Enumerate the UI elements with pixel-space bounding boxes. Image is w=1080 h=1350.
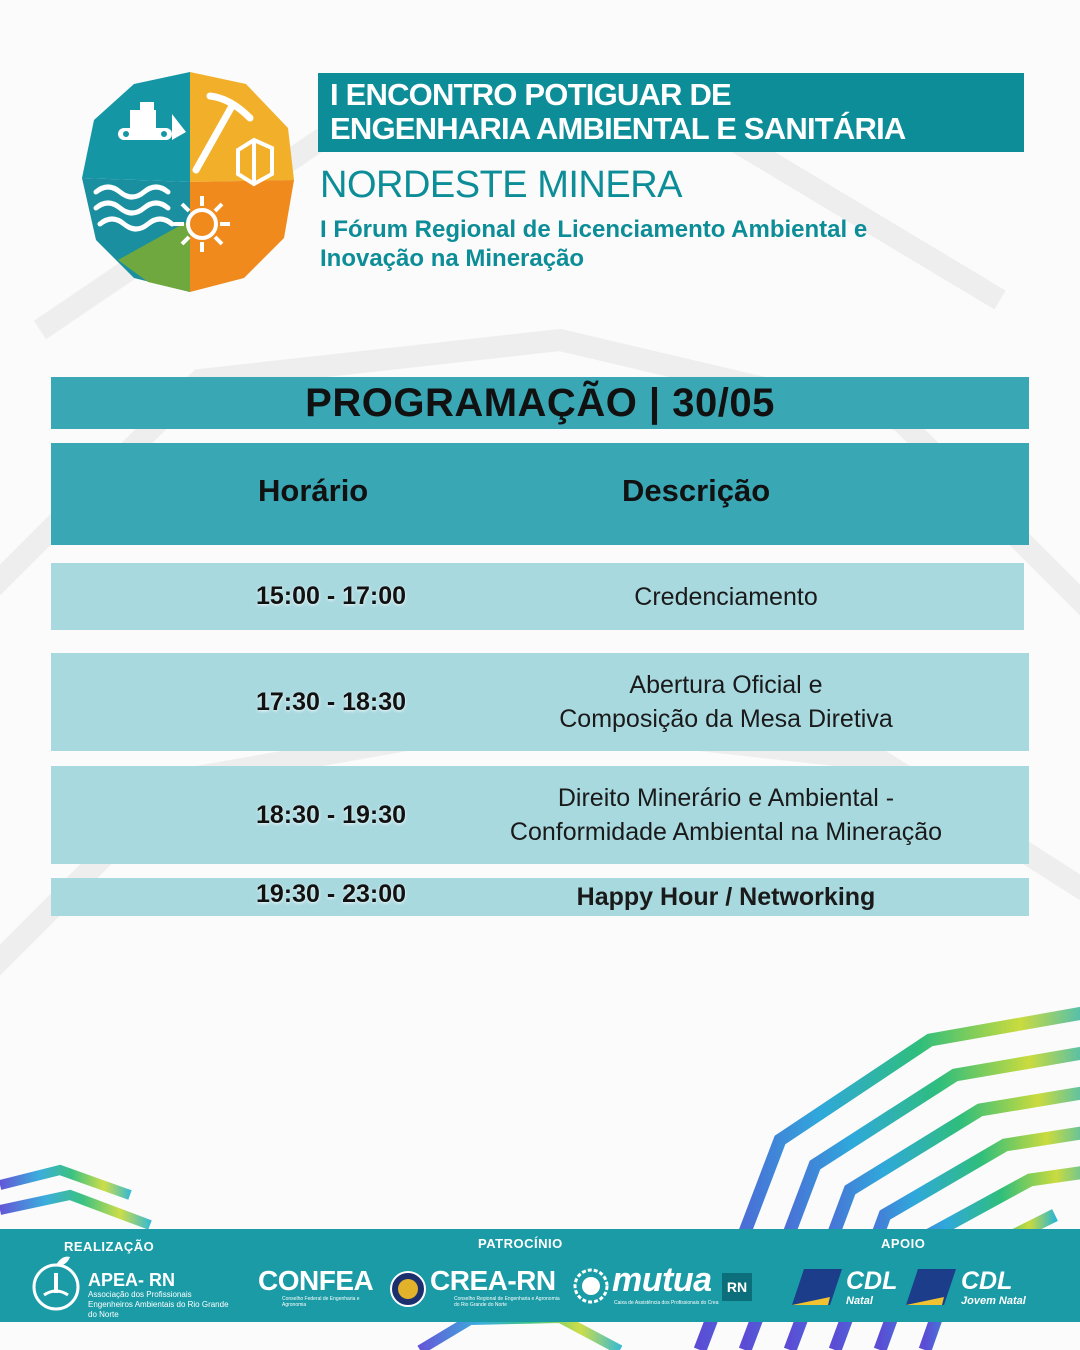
apea-rn-subtitle: Associação dos Profissionais Engenheiros Ambientais do Rio Grande do Norte	[88, 1290, 229, 1319]
patrocinio-label: PATROCÍNIO	[478, 1236, 563, 1251]
cdl-jovem-logo: CDL	[961, 1267, 1013, 1295]
mutua-rn-badge: RN	[722, 1273, 752, 1301]
forum-title-line2: Inovação na Mineração	[320, 245, 585, 272]
schedule-row	[51, 878, 1029, 916]
row-description-line: Credenciamento	[634, 582, 818, 611]
apea-rn-logo-icon	[30, 1251, 82, 1315]
cdl-natal-logo: CDL	[846, 1267, 898, 1295]
cdl-jovem-subtitle: Jovem Natal	[961, 1295, 1026, 1307]
row-description-line: Happy Hour / Networking	[576, 883, 876, 911]
row-time: 19:30 - 23:00	[255, 879, 407, 908]
cdl-natal-emblem-icon	[792, 1267, 842, 1307]
event-title-box	[318, 73, 1024, 152]
row-description-line: Conformidade Ambiental na Mineração	[509, 818, 943, 846]
event-logo	[78, 70, 302, 294]
apea-rn-name: APEA- RN	[88, 1270, 176, 1290]
row-description-line: Direito Minerário e Ambiental -	[557, 784, 895, 812]
crea-rn-subtitle: Conselho Regional de Engenharia e Agronomia do Rio Grande do Norte	[454, 1296, 560, 1308]
row-description	[451, 563, 1001, 630]
schedule-title-bar	[51, 377, 1029, 429]
event-title-line2: ENGENHARIA AMBIENTAL E SANITÁRIA	[330, 111, 906, 146]
schedule-row	[51, 653, 1029, 751]
cdl-natal-subtitle: Natal	[846, 1295, 873, 1307]
forum-title	[320, 215, 867, 273]
row-time: 17:30 - 18:30	[255, 687, 407, 716]
row-time: 18:30 - 19:30	[255, 800, 407, 829]
mutua-logo: mutua	[612, 1261, 712, 1299]
row-description-line: Abertura Oficial e	[629, 671, 823, 699]
row-time: 15:00 - 17:00	[255, 582, 407, 610]
row-description-line: Composição da Mesa Diretiva	[559, 705, 893, 733]
cdl-jovem-emblem-icon	[906, 1267, 956, 1307]
mutua-emblem-icon	[573, 1267, 609, 1305]
row-description	[451, 878, 1001, 916]
row-description	[451, 766, 1001, 864]
confea-subtitle: Conselho Federal de Engenharia e Agronomia	[282, 1296, 360, 1308]
schedule-header-row	[51, 443, 1029, 545]
apoio-label: APOIO	[881, 1236, 926, 1251]
schedule-row	[51, 563, 1024, 630]
row-description	[451, 653, 1001, 751]
confea-seal-icon	[390, 1271, 426, 1307]
schedule-title: PROGRAMAÇÃO | 30/05	[305, 381, 775, 425]
schedule-row	[51, 766, 1029, 864]
column-header-description: Descrição	[622, 473, 771, 508]
sponsors-footer	[0, 1229, 1080, 1322]
crea-rn-logo: CREA-RN	[430, 1265, 556, 1296]
confea-logo: CONFEA	[258, 1265, 374, 1296]
forum-title-line1: I Fórum Regional de Licenciamento Ambiental e	[320, 216, 868, 243]
realizacao-label: REALIZAÇÃO	[64, 1239, 155, 1254]
column-header-time: Horário	[258, 473, 369, 508]
mutua-subtitle: Caixa de Assistência dos Profissionais do Crea	[614, 1300, 719, 1306]
event-subtitle: NORDESTE MINERA	[320, 164, 682, 206]
event-title-line1: I ENCONTRO POTIGUAR DE	[330, 77, 731, 112]
